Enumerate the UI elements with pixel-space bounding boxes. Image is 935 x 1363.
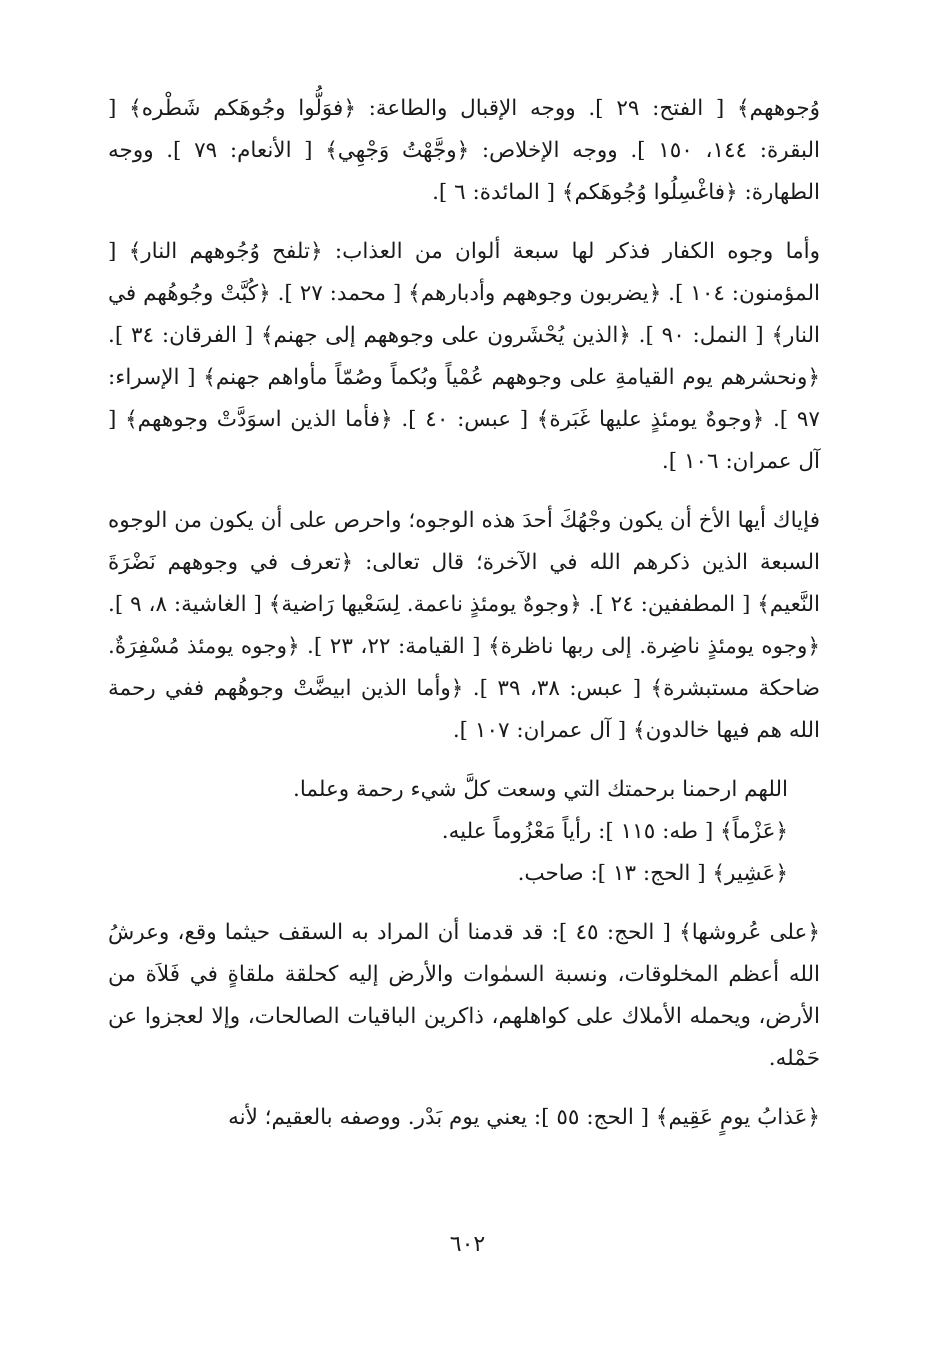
paragraph-faces-of-disbelievers: وأما وجوه الكفار فذكر لها سبعة ألوان من العذاب: ﴿تلفح وُجُوههم النار﴾ [ المؤمنون: ١٠٤ ]. ﴿يضربون وجوههم وأدبارهم﴾ [ محمد: ٢٧ ]. ﴿كُبَّتْ وجُوهُهم في النار﴾ [ النمل: ٩٠ ]. ﴿الذين يُحْشَرون على وجوههم إلى جهنم﴾ [ الفرقان: ٣٤ ]. ﴿ونحشرهم يوم القيامةِ على وجوههم عُمْياً وبُكماً وصُمّاً مأواهم جهنم﴾ [ الإسراء: ٩٧ ]. ﴿وجوهٌ يومئذٍ عليها غَبَرة﴾ [ عبس: ٤٠ ]. ﴿فأما الذين اسوَدَّتْ وجوههم﴾ [ آل عمران: ١٠٦ ].	[108, 239, 821, 474]
glossary-entry-azma: ﴿عَزْماً﴾ [ طه: ١١٥ ]: رأياً مَعْزُوماً عليه.	[441, 819, 788, 844]
glossary-entry-ashir: ﴿عَشِير﴾ [ الحج: ١٣ ]: صاحب.	[517, 861, 788, 886]
glossary-block	[108, 769, 820, 895]
paragraph-adhab-yawm-aqim: ﴿عَذابُ يومٍ عَقِيم﴾ [ الحج: ٥٥ ]: يعني يوم بَدْر. ووصفه بالعقيم؛ لأنه	[228, 1105, 820, 1130]
page-body	[108, 88, 820, 1139]
paragraph-faces-of-believers-cont: وُجوههم﴾ [ الفتح: ٢٩ ]. ووجه الإقبال والطاعة: ﴿فوَلُّوا وجُوهَكم شَطْره﴾ [ البقرة: ١٤٤، ١٥٠ ]. ووجه الإخلاص: ﴿وجَّهْتُ وَجْهِي﴾ [ الأنعام: ٧٩ ]. ووجه الطهارة: ﴿فاغْسِلُوا وُجُوهَكم﴾ [ المائدة: ٦ ].	[108, 96, 820, 205]
paragraph-warning-and-blessed-faces: فإياك أيها الأخ أن يكون وجْهُكَ أحدَ هذه الوجوه؛ واحرص على أن يكون من الوجوه السبعة الذين ذكرهم الله في الآخرة؛ قال تعالى: ﴿تعرف في وجوههم نَضْرَةَ النَّعيم﴾ [ المطففين: ٢٤ ]. ﴿وجوهٌ يومئذٍ ناعمة. لِسَعْيها رَاضية﴾ [ الغاشية: ٨، ٩ ]. ﴿وجوه يومئذٍ ناضِرة. إلى ربها ناظرة﴾ [ القيامة: ٢٢، ٢٣ ]. ﴿وجوه يومئذ مُسْفِرَةٌ. ضاحكة مستبشرة﴾ [ عبس: ٣٨، ٣٩ ]. ﴿وأما الذين ابيضَّتْ وجوهُهم ففي رحمة الله هم فيها خالدون﴾ [ آل عمران: ١٠٧ ].	[108, 508, 820, 743]
page-number: ٦٠٢	[449, 1232, 486, 1257]
paragraph-ala-urushiha: ﴿على عُروشها﴾ [ الحج: ٤٥ ]: قد قدمنا أن المراد به السقف حيثما وقع، وعرشُ الله أعظم المخلوقات، ونسبة السمٰوات والأرض إليه كحلقة ملقاةٍ في فَلاَة من الأرض، ويحمله الأملاك على كواهلهم، ذاكرين الباقيات الصالحات، وإلا لعجزوا عن حَمْله.	[108, 920, 820, 1071]
supplication-line: اللهم ارحمنا برحمتك التي وسعت كلَّ شيء رحمة وعلما.	[293, 777, 788, 802]
